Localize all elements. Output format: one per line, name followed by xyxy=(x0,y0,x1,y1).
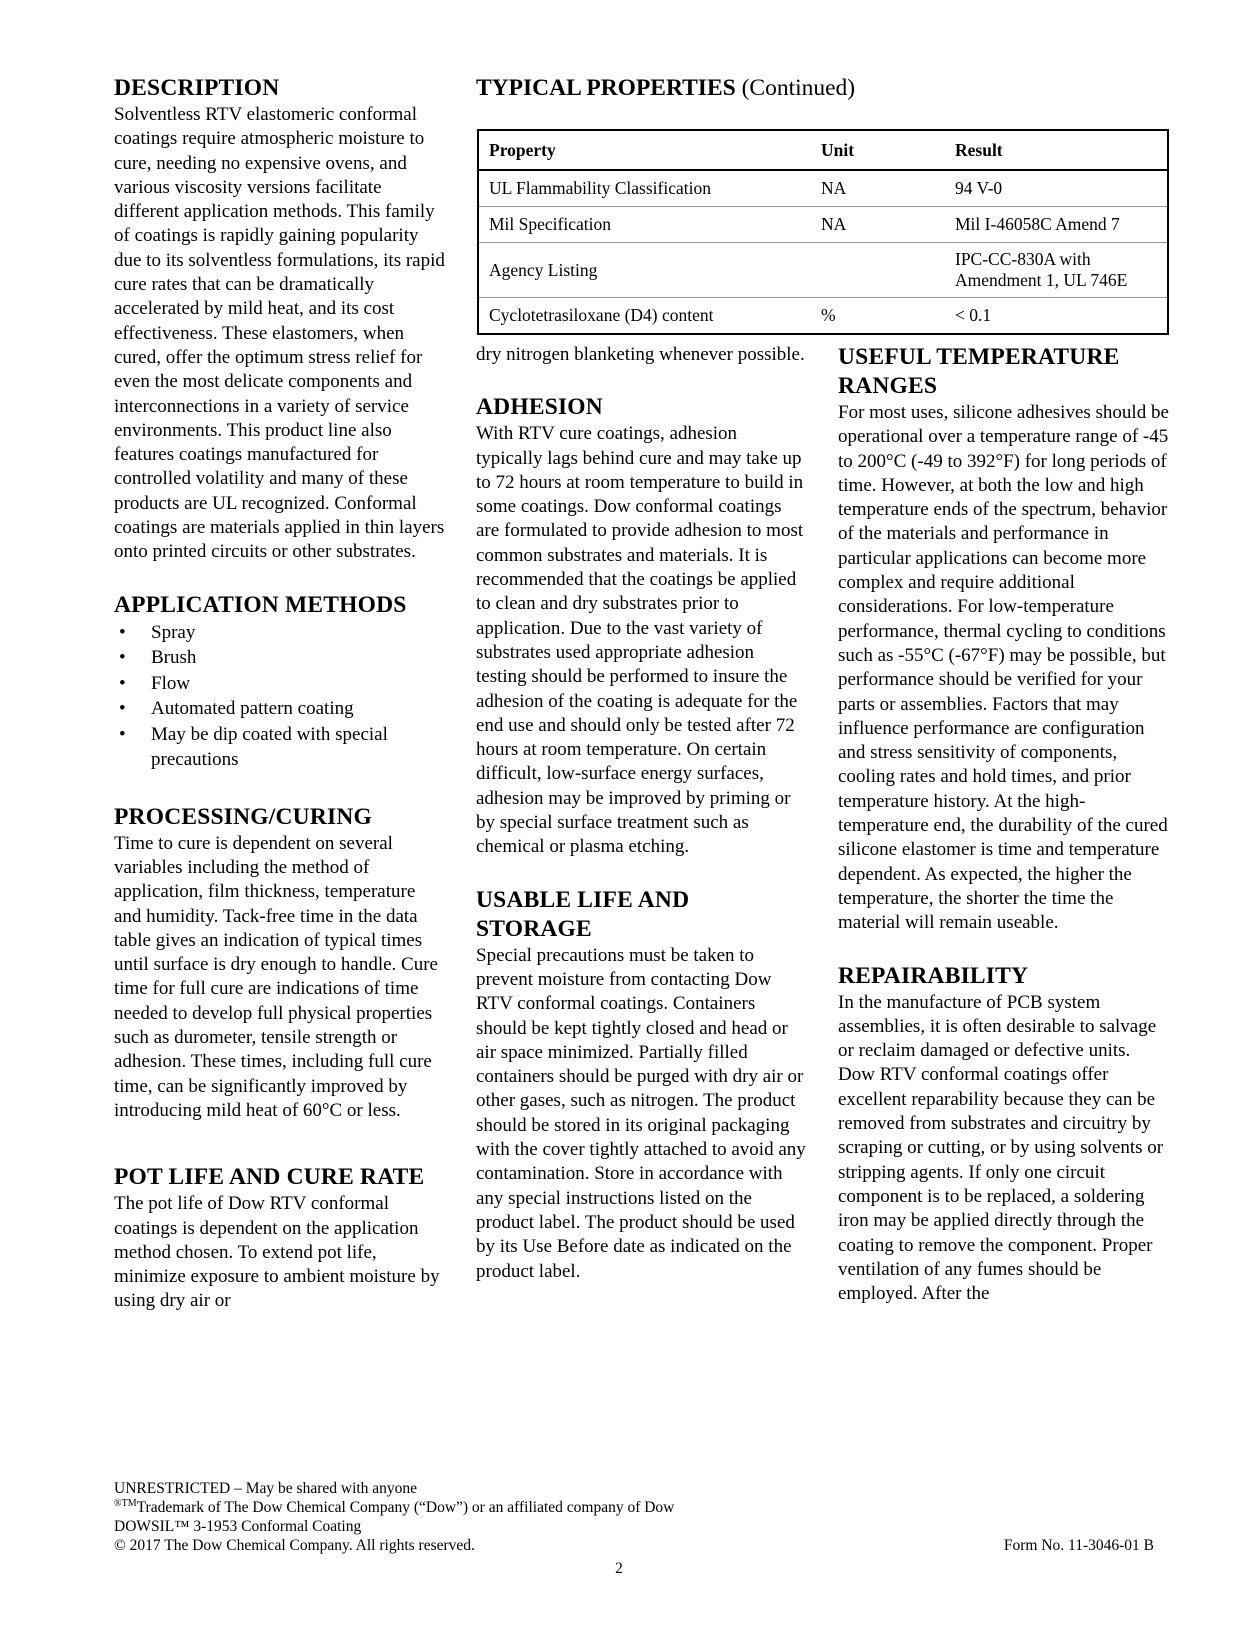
usable-life-heading: USABLE LIFE AND STORAGE xyxy=(476,886,690,942)
table-row xyxy=(478,207,1168,243)
adhesion-heading: ADHESION xyxy=(476,394,603,421)
footer-copyright-row xyxy=(114,1536,1164,1555)
typical-properties-title xyxy=(476,74,855,103)
cell-result: 94 V-0 xyxy=(945,170,1168,207)
processing-curing-heading: PROCESSING/CURING xyxy=(114,803,373,830)
pot-life-body: The pot life of Dow RTV conformal coatings is dependent on the application method chosen. To extend pot life, minimize exposure to ambient moisture by using dry air or xyxy=(114,1193,440,1312)
typical-properties-table-wrap xyxy=(477,129,1169,335)
cell-result: IPC-CC-830A with Amendment 1, UL 746E xyxy=(945,243,1168,298)
footer xyxy=(114,1479,1164,1578)
pot-life-heading: POT LIFE AND CURE RATE xyxy=(114,1164,425,1191)
application-methods-list xyxy=(114,620,446,773)
footer-product-name: DOWSIL™ 3-1953 Conformal Coating xyxy=(114,1518,362,1535)
page-number: 2 xyxy=(615,1560,623,1577)
footer-copyright: © 2017 The Dow Chemical Company. All rights reserved. xyxy=(114,1537,475,1554)
cell-property: UL Flammability Classification xyxy=(478,170,811,207)
table-row xyxy=(478,298,1168,335)
application-methods-heading: APPLICATION METHODS xyxy=(114,591,407,618)
column-middle xyxy=(476,343,808,1284)
column-right xyxy=(838,343,1170,1306)
typical-properties-table xyxy=(477,129,1169,335)
processing-curing-body: Time to cure is dependent on several variables including the method of application, film thickness, temperature and humidity. Tack-free time in the data table gives an indication of typical times until surface is dry enough to handle. Cure time for full cure are indications of time needed to develop full physical properties such as durometer, tensile strength or adhesion. These times, including full cure time, can be significantly improved by introducing mild heat of 60°C or less. xyxy=(114,832,438,1121)
list-item: • Automated pattern coating xyxy=(114,696,446,722)
typical-properties-title-suffix: (Continued) xyxy=(741,75,856,101)
cell-unit: % xyxy=(811,298,945,335)
cell-property: Agency Listing xyxy=(478,243,811,298)
footer-trademark xyxy=(114,1498,1164,1517)
column-left xyxy=(114,74,446,1314)
cell-unit: NA xyxy=(811,170,945,207)
typical-properties-title-bold: TYPICAL PROPERTIES xyxy=(476,75,736,101)
header-property: Property xyxy=(478,130,811,170)
cell-property: Mil Specification xyxy=(478,207,811,243)
temperature-heading: USEFUL TEMPERATURE RANGES xyxy=(838,344,1120,399)
cell-result: Mil I-46058C Amend 7 xyxy=(945,207,1168,243)
list-item: • Flow xyxy=(114,671,446,697)
temperature-body: For most uses, silicone adhesives should be operational over a temperature range of -45 to 200°C (-49 to 392°F) for long periods of time. However, at both the low and high temperature ends of the spectrum, behavior of the materials and performance in particular applications can become more complex and require additional considerations. For low-temperature performance, thermal cycling to conditions such as -55°C (-67°F) may be possible, but performance should be verified for your parts or assemblies. Factors that may influence performance are configuration and stress sensitivity of components, cooling rates and hold times, and prior temperature history. At the high-temperature end, the durability of the cured silicone elastomer is time and temperature dependent. As expected, the higher the temperature, the shorter the time the material will remain useable. xyxy=(838,402,1169,934)
table-header-row xyxy=(478,130,1168,170)
cell-property: Cyclotetrasiloxane (D4) content xyxy=(478,298,811,335)
description-body: Solventless RTV elastomeric conformal coatings require atmospheric moisture to cure, needing no expensive ovens, and various viscosity versions facilitate different application methods. This family of coatings is rapidly gaining popularity due to its solventless formulations, its rapid cure rates that can be dramatically accelerated by mild heat, and its cost effectiveness. These elastomers, when cured, offer the optimum stress relief for even the most delicate components and interconnections in a variety of service environments. This product line also features coatings manufactured for controlled volatility and many of these products are UL recognized. Conformal coatings are materials applied in thin layers onto printed circuits or other substrates. xyxy=(114,104,445,563)
header-result: Result xyxy=(945,130,1168,170)
adhesion-body: With RTV cure coatings, adhesion typically lags behind cure and may take up to 72 hours at room temperature to build in some coatings. Dow conformal coatings are formulated to provide adhesion to most common substrates and materials. It is recommended that the coatings be applied to clean and dry substrates prior to application. Due to the vast variety of substrates used appropriate adhesion testing should be performed to insure the adhesion of the coating is adequate for the end use and should only be tested after 72 hours at room temperature. On certain difficult, low-surface energy surfaces, adhesion may be improved by priming or by special surface treatment such as chemical or plasma etching. xyxy=(476,423,804,858)
cell-unit xyxy=(811,243,945,298)
table-row xyxy=(478,170,1168,207)
description-heading: DESCRIPTION xyxy=(114,75,280,101)
footer-trademark-text: Trademark of The Dow Chemical Company (“Dow”) or an affiliated company of Dow xyxy=(136,1499,675,1516)
list-item: • Spray xyxy=(114,620,446,646)
usable-life-body: Special precautions must be taken to prevent moisture from contacting Dow RTV conformal coatings. Containers should be kept tightly closed and head or air space minimized. Partially filled containers should be purged with dry air or other gases, such as nitrogen. The product should be stored in its original packaging with the cover tightly attached to avoid any contamination. Store in accordance with any special instructions listed on the product label. The product should be used by its Use Before date as indicated on the product label. xyxy=(476,944,806,1282)
list-item: • Brush xyxy=(114,645,446,671)
repairability-body: In the manufacture of PCB system assemblies, it is often desirable to salvage or reclaim damaged or defective units. Dow RTV conformal coatings offer excellent reparability because they can be removed from substrates and circuitry by scraping or cutting, or by using solvents or stripping agents. If only one circuit component is to be replaced, a soldering iron may be applied directly through the coating to remove the component. Proper ventilation of any fumes should be employed. After the xyxy=(838,991,1164,1305)
cell-result: < 0.1 xyxy=(945,298,1168,335)
footer-restriction: UNRESTRICTED – May be shared with anyone xyxy=(114,1480,418,1497)
list-item: • May be dip coated with special precautions xyxy=(114,722,446,773)
continued-text: dry nitrogen blanketing whenever possible. xyxy=(476,344,805,365)
header-unit: Unit xyxy=(811,130,945,170)
table-row xyxy=(478,243,1168,298)
form-number: Form No. 11-3046-01 B xyxy=(1003,1537,1154,1554)
cell-unit: NA xyxy=(811,207,945,243)
repairability-heading: REPAIRABILITY xyxy=(838,962,1029,989)
trademark-symbol: ®TM xyxy=(114,1497,137,1509)
